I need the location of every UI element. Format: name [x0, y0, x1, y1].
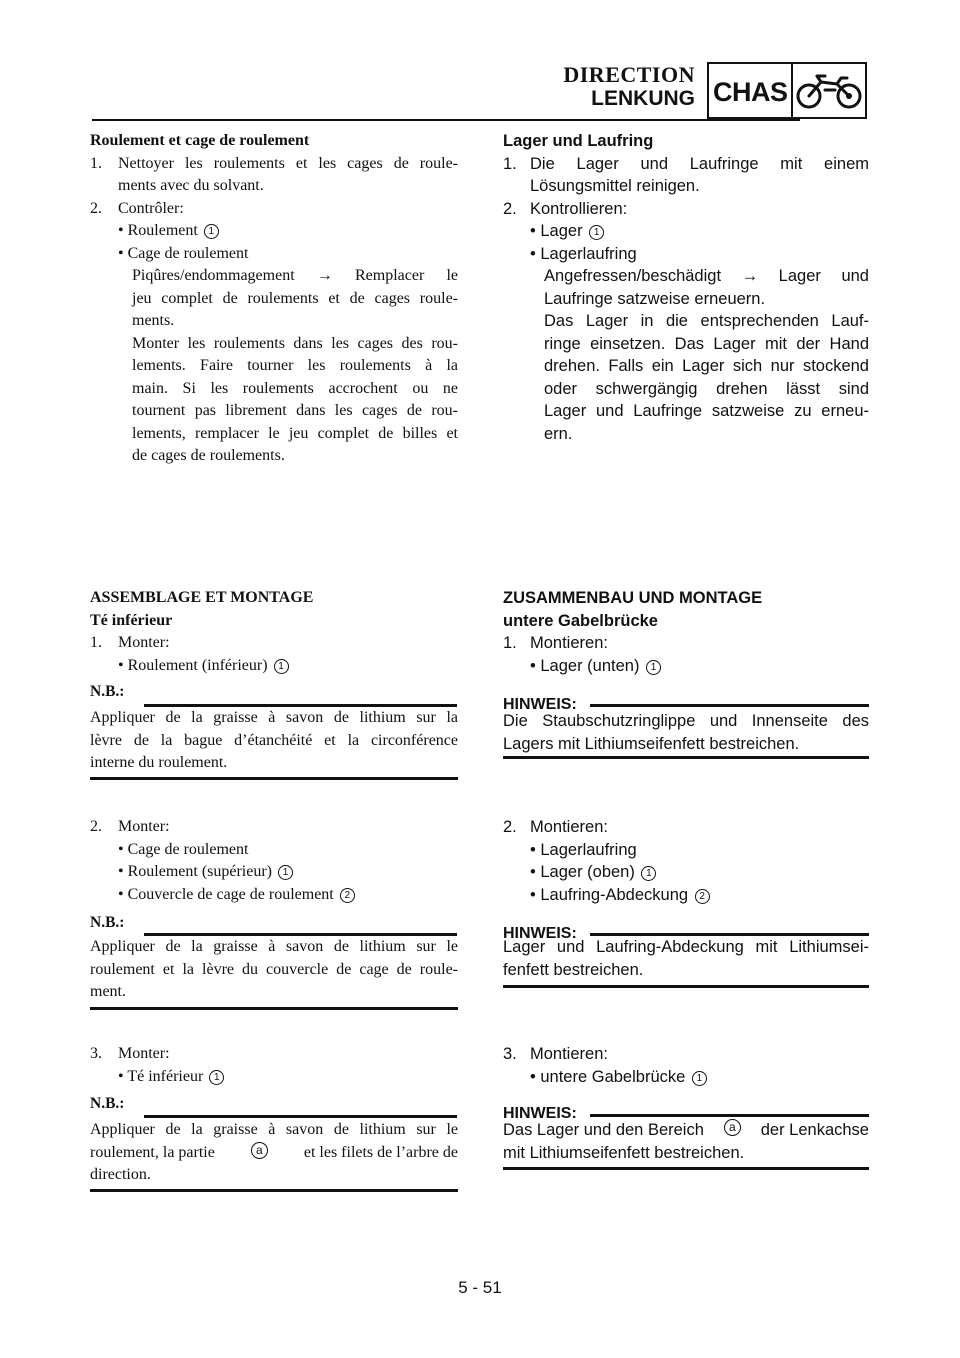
- text-line: Piqûres/endommagement → Remplacer le: [132, 267, 458, 284]
- ref-marker: 1: [278, 865, 293, 880]
- de-st3-bullet1: • untere Gabelbrücke 1: [530, 1066, 869, 1089]
- de-st2-bullet2: • Lager (oben) 1: [530, 861, 869, 884]
- fr-s1-bullet2: • Cage de roulement: [118, 244, 249, 262]
- de-section2: [503, 587, 869, 677]
- de-s1-step2: [503, 198, 869, 221]
- text-line: Das Lager in die entsprechenden Lauf-: [544, 312, 869, 330]
- note-rule: [590, 1114, 869, 1117]
- fr-step2: [90, 816, 458, 906]
- fr-note1-label: N.B.:: [90, 683, 125, 700]
- de-note2-body: [503, 936, 869, 981]
- de-step1: [503, 632, 869, 677]
- ref-marker-a: a: [251, 1142, 268, 1159]
- text-line: Laufringe satzweise erneuern.: [544, 289, 766, 308]
- step-number: 1.: [90, 154, 102, 172]
- fr-s1-step1: [90, 153, 458, 198]
- fr-note2-body: [90, 936, 458, 1004]
- ref-marker: 1: [641, 866, 656, 881]
- text-line: oder schwergängig drehen lässt sind: [544, 379, 869, 398]
- text-line: Monter:: [118, 634, 170, 651]
- text-line: Appliquer de la graisse à savon de lithium sur le: [90, 1121, 458, 1138]
- text-line: Kontrollieren:: [530, 199, 628, 218]
- de-st2-bullet3: • Laufring-Abdeckung 2: [530, 884, 869, 907]
- text-line: Nettoyer les roulements et les cages de roule-: [118, 154, 458, 172]
- ref-marker: 1: [692, 1071, 707, 1086]
- fr-step3: [90, 1043, 458, 1088]
- text-line: Montieren:: [530, 1045, 608, 1063]
- fr-st1-bullet1: • Roulement (inférieur) 1: [118, 655, 458, 678]
- bullet-text: Cage de roulement: [127, 840, 249, 858]
- ref-marker: 2: [695, 889, 710, 904]
- text-line: Montieren:: [530, 634, 608, 652]
- text-line: Lösungsmittel reinigen.: [530, 177, 700, 195]
- text-line: Lager und Laufringe satzweise zu erneu-: [544, 402, 869, 420]
- fr-note1-body: [90, 707, 458, 775]
- de-step3: [503, 1043, 869, 1088]
- bullet-text: Laufring-Abdeckung: [540, 885, 689, 904]
- text-line: Lager und Laufring-Abdeckung mit Lithiumsei-: [503, 938, 869, 956]
- text-line: interne du roulement.: [90, 754, 228, 771]
- de-note3-body: [503, 1119, 869, 1164]
- text-line: fenfett bestreichen.: [503, 960, 644, 979]
- fr-st3-bullet1: • Té inférieur 1: [118, 1066, 458, 1089]
- de-note1-body: [503, 710, 869, 755]
- text-line: Monter:: [118, 818, 170, 835]
- text-line: roulement et la lèvre du couvercle de cage de roule-: [90, 960, 458, 978]
- de-s1-heading: Lager und Laufring: [503, 132, 654, 150]
- note-end-rule: [503, 756, 869, 759]
- text-line: Angefressen/beschädigt → Lager und: [544, 267, 869, 285]
- de-s2-subheading: untere Gabelbrücke: [503, 611, 658, 630]
- note-end-rule: [90, 777, 458, 780]
- text-line: lements. Faire tourner les roulements à la: [132, 357, 458, 374]
- section-title-fr: DIRECTION: [563, 62, 695, 87]
- de-section1: [503, 130, 869, 445]
- fr-s2-heading: ASSEMBLAGE ET MONTAGE: [90, 589, 314, 606]
- text-line: Die Staubschutzringlippe und Innenseite des: [503, 712, 869, 730]
- text-part: et les filets de l’arbre de: [303, 1143, 458, 1161]
- de-note2-label: HINWEIS:: [503, 925, 577, 942]
- ref-marker: 1: [204, 224, 219, 239]
- text-line: Die Lager und Laufringe mit einem: [530, 154, 869, 173]
- bullet-text: Roulement (supérieur): [127, 863, 273, 880]
- step-number: 2.: [503, 818, 517, 836]
- note-end-rule: [503, 985, 869, 988]
- text-part: roulement, la partie: [90, 1143, 215, 1161]
- bullet-text: Lagerlaufring: [540, 840, 637, 859]
- step-number: 2.: [503, 199, 517, 218]
- text-line: Contrôler:: [118, 199, 184, 217]
- de-s1-paragraphs: [503, 265, 869, 445]
- bullet-text: untere Gabelbrücke: [540, 1067, 686, 1086]
- text-line: Appliquer de la graisse à savon de lithium sur le: [90, 938, 458, 955]
- page-number: 5 - 51: [458, 1278, 502, 1297]
- de-st1-bullet1: • Lager (unten) 1: [530, 655, 869, 678]
- text-line: Monter les roulements dans les cages des rou-: [132, 334, 458, 352]
- step-number: 1.: [90, 634, 102, 651]
- text-line: ments avec du solvant.: [118, 177, 264, 194]
- de-s2-heading: ZUSAMMENBAU UND MONTAGE: [503, 589, 763, 607]
- note-rule: [144, 1115, 457, 1118]
- note-end-rule: [90, 1189, 458, 1192]
- fr-st2-bullet3: • Couvercle de cage de roulement 2: [118, 884, 458, 907]
- text-line: jeu complet de roulements et de cages roule-: [132, 289, 458, 307]
- text-line: lements, remplacer le jeu complet de billes et: [132, 424, 458, 442]
- de-step2: [503, 816, 869, 906]
- text-line: ment.: [90, 983, 126, 1000]
- fr-step1: [90, 632, 458, 677]
- ref-marker: 1: [209, 1070, 224, 1085]
- text-line: de cages de roulements.: [132, 447, 285, 464]
- text-line: Monter:: [118, 1045, 170, 1062]
- text-line: ern.: [544, 424, 573, 443]
- fr-s1-bullet1: • Roulement 1: [118, 220, 458, 243]
- de-s1-bullet2: • Lagerlaufring: [530, 244, 637, 263]
- fr-s1-heading: Roulement et cage de roulement: [90, 132, 310, 149]
- bullet-text: Roulement (inférieur): [127, 656, 268, 674]
- ref-marker: 1: [646, 660, 661, 675]
- bullet-text: Lager: [540, 222, 583, 240]
- bullet-text: Couvercle de cage de roulement: [127, 885, 334, 903]
- fr-s2-subheading: Té inférieur: [90, 611, 173, 629]
- step-number: 2.: [90, 818, 102, 835]
- note-rule: [590, 704, 869, 707]
- fr-s1-paragraphs: [90, 265, 458, 468]
- bullet-text: Lagerlaufring: [540, 244, 637, 263]
- text-line: drehen. Falls ein Lager sich nur stockend: [544, 357, 869, 375]
- text-line: [503, 1119, 869, 1142]
- ref-marker: 2: [340, 888, 355, 903]
- chapter-badge: [707, 62, 867, 119]
- fr-st2-bullet1: • Cage de roulement: [118, 840, 249, 858]
- text-line: Montieren:: [530, 818, 608, 836]
- fr-note3-body: [90, 1119, 458, 1187]
- note-end-rule: [503, 1167, 869, 1170]
- text-line: Appliquer de la graisse à savon de lithium sur la: [90, 709, 458, 726]
- step-number: 2.: [90, 199, 102, 217]
- fr-note3-label: N.B.:: [90, 1095, 125, 1112]
- text-part: Das Lager und den Bereich: [503, 1121, 704, 1139]
- de-s1-bullet1: • Lager 1: [530, 220, 869, 243]
- text-line: main. Si les roulements accrochent ou ne: [132, 379, 458, 397]
- text-line: tournent pas librement dans les cages de rou-: [132, 402, 458, 419]
- text-line: [90, 1142, 458, 1165]
- fr-section2: [90, 587, 458, 677]
- de-note1-label: HINWEIS:: [503, 696, 577, 713]
- ref-marker: 1: [274, 659, 289, 674]
- bullet-text: Lager (oben): [540, 863, 635, 881]
- de-s1-step1: [503, 153, 869, 198]
- step-number: 1.: [503, 154, 517, 173]
- text-line: lèvre de la bague d’étanchéité et la circonférence: [90, 731, 458, 749]
- step-number: 3.: [503, 1045, 517, 1063]
- text-line: Lagers mit Lithiumseifenfett bestreichen.: [503, 734, 800, 753]
- text-line: mit Lithiumseifenfett bestreichen.: [503, 1143, 745, 1162]
- text-line: ringe einsetzen. Das Lager mit der Hand: [544, 334, 869, 353]
- ref-marker: 1: [589, 225, 604, 240]
- step-number: 3.: [90, 1045, 102, 1062]
- chapter-badge-label: CHAS: [713, 77, 788, 107]
- header-rule: [92, 119, 800, 121]
- fr-section1: [90, 130, 458, 468]
- text-part: der Lenkachse: [760, 1121, 869, 1139]
- fr-s1-step2: [90, 198, 458, 221]
- motorcycle-icon: [795, 70, 865, 112]
- bullet-text: Cage de roulement: [127, 244, 249, 262]
- fr-note2-label: N.B.:: [90, 914, 125, 931]
- text-line: direction.: [90, 1166, 151, 1183]
- de-st2-bullet1: • Lagerlaufring: [530, 840, 637, 859]
- bullet-text: Té inférieur: [127, 1067, 204, 1085]
- badge-divider: [791, 64, 793, 117]
- fr-st2-bullet2: • Roulement (supérieur) 1: [118, 861, 458, 884]
- de-note3-label: HINWEIS:: [503, 1105, 577, 1122]
- step-number: 1.: [503, 634, 517, 652]
- text-line: ments.: [132, 312, 175, 329]
- bullet-text: Lager (unten): [540, 656, 640, 675]
- ref-marker-a: a: [724, 1119, 741, 1136]
- note-end-rule: [90, 1007, 458, 1010]
- bullet-text: Roulement: [127, 222, 198, 239]
- section-title-de: LENKUNG: [591, 87, 695, 110]
